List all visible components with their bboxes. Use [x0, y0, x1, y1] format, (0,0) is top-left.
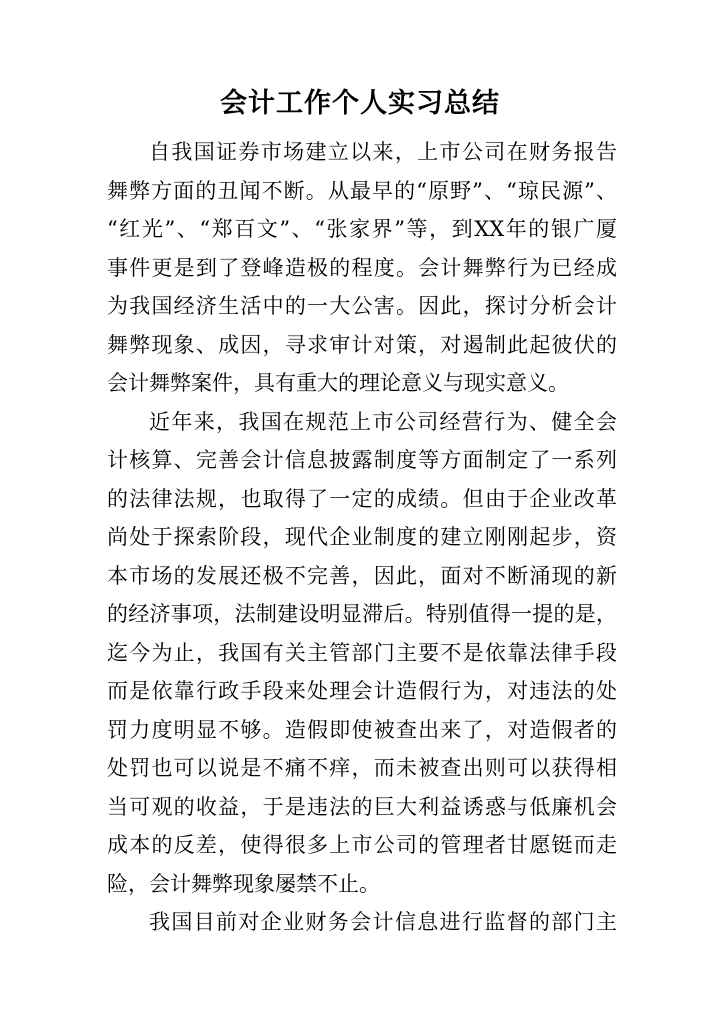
document-body [107, 133, 617, 942]
text-line: 险，会计舞弊现象屡禁不止。 [107, 871, 380, 896]
text-line: 本市场的发展还极不完善，因此，面对不断涌现的新 [107, 563, 617, 588]
text-line: 处罚也可以说是不痛不痒，而未被查出则可以获得相 [107, 756, 617, 780]
text-line: 迄今为止，我国有关主管部门主要不是依靠法律手段 [107, 640, 617, 665]
text-line: 舞弊现象、成因，寻求审计对策，对遏制此起彼伏的 [107, 332, 617, 357]
text-line: 成本的反差，使得很多上市公司的管理者甘愿铤而走 [107, 833, 617, 857]
text-line: 当可观的收益，于是违法的巨大利益诱惑与低廉机会 [107, 794, 617, 819]
text-line: “红光”、“郑百文”、“张家界”等，到XX年的银广厦 [107, 217, 617, 241]
text-line: 尚处于探索阶段，现代企业制度的建立刚刚起步，资 [107, 525, 617, 549]
text-line: 会计舞弊案件，具有重大的理论意义与现实意义。 [107, 371, 569, 395]
text-line: 为我国经济生活中的一大公害。因此，探讨分析会计 [107, 294, 617, 318]
document-title: 会计工作个人实习总结 [220, 88, 500, 119]
text-line: 自我国证券市场建立以来，上市公司在财务报告 [149, 140, 617, 164]
text-line: 计核算、完善会计信息披露制度等方面制定了一系列 [107, 448, 617, 472]
text-line: 舞弊方面的丑闻不断。从最早的“原野”、“琼民源”、 [107, 178, 617, 203]
text-line: 的经济事项，法制建设明显滞后。特别值得一提的是， [107, 602, 617, 626]
text-line: 我国目前对企业财务会计信息进行监督的部门主 [149, 910, 617, 934]
text-line: 的法律法规，也取得了一定的成绩。但由于企业改革 [107, 486, 617, 511]
text-line: 罚力度明显不够。造假即使被查出来了，对造假者的 [107, 717, 617, 742]
text-line: 近年来，我国在规范上市公司经营行为、健全会 [149, 409, 617, 434]
text-line: 事件更是到了登峰造极的程度。会计舞弊行为已经成 [107, 255, 617, 280]
text-line: 而是依靠行政手段来处理会计造假行为，对违法的处 [107, 679, 617, 703]
